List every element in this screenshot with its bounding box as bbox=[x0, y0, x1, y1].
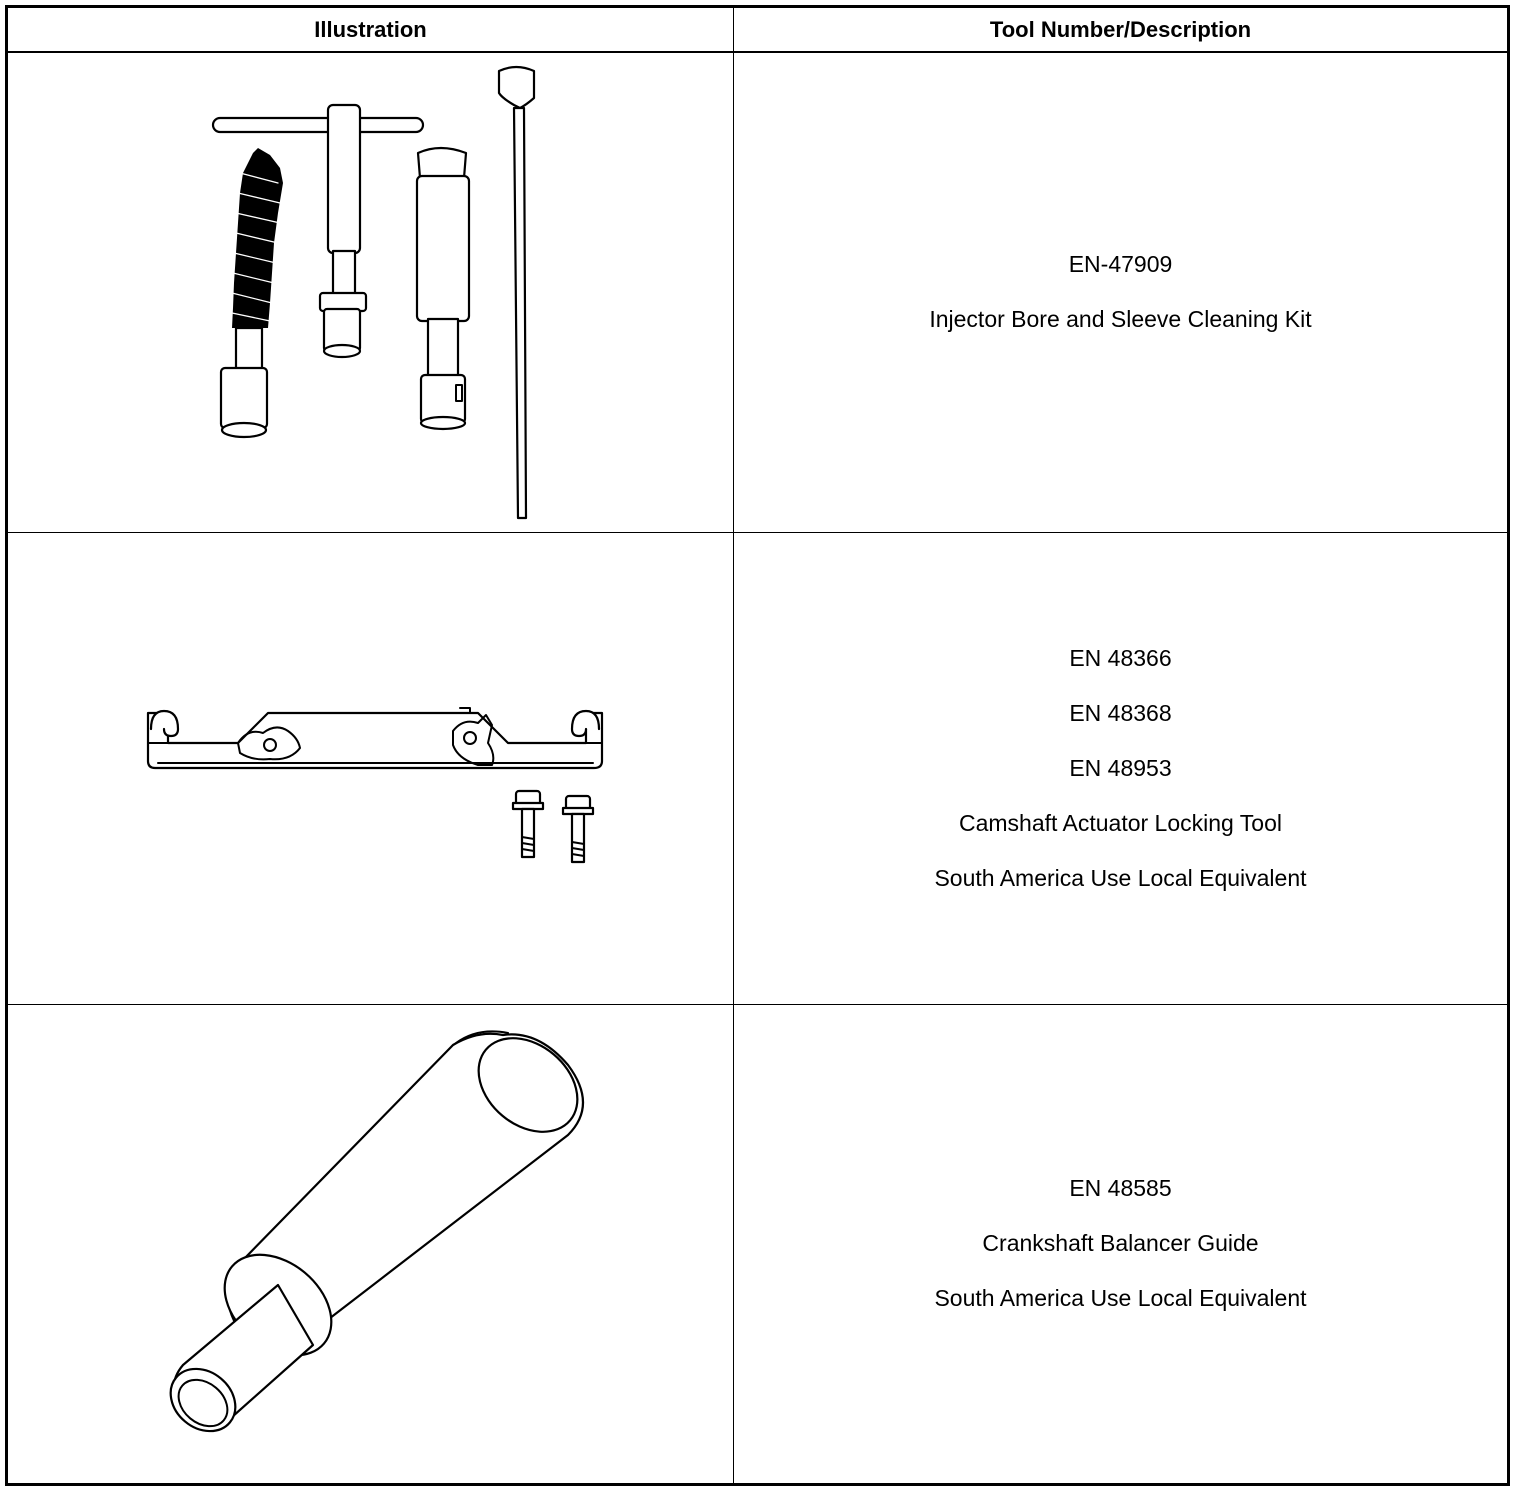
tool-availability-note: South America Use Local Equivalent bbox=[934, 864, 1307, 891]
table-row bbox=[7, 532, 1509, 1004]
tool-description: Injector Bore and Sleeve Cleaning Kit bbox=[929, 306, 1312, 333]
header-tool-number-description: Tool Number/Description bbox=[734, 7, 1509, 53]
table-row bbox=[7, 52, 1509, 532]
description-cell bbox=[734, 532, 1509, 1004]
description-cell bbox=[734, 1004, 1509, 1484]
tool-number: EN-47909 bbox=[1068, 251, 1173, 278]
camshaft-locking-tool-icon bbox=[8, 533, 735, 1003]
header-illustration: Illustration bbox=[7, 7, 734, 53]
long-rod-illustration bbox=[499, 67, 534, 518]
balancer-guide-illustration bbox=[158, 1019, 596, 1444]
tool-availability-note: South America Use Local Equivalent bbox=[934, 1285, 1307, 1311]
special-tools-table bbox=[5, 5, 1510, 1486]
table-row bbox=[7, 1004, 1509, 1484]
bolt-illustration-right bbox=[563, 796, 593, 862]
header-row bbox=[7, 7, 1509, 53]
cleaning-brush-illustration bbox=[221, 148, 283, 437]
illustration-cell bbox=[7, 1004, 734, 1484]
tool-number: EN 48953 bbox=[1069, 754, 1172, 781]
tool-number: EN 48366 bbox=[1069, 644, 1172, 671]
description-cell bbox=[734, 52, 1509, 532]
tool-number: EN 48585 bbox=[1069, 1175, 1172, 1201]
injector-bore-cleaning-kit-icon bbox=[8, 53, 735, 531]
locking-bar-illustration bbox=[148, 708, 602, 768]
illustration-cell bbox=[7, 52, 734, 532]
illustration-cell bbox=[7, 532, 734, 1004]
bolt-illustration-left bbox=[513, 791, 543, 857]
tool-description: Crankshaft Balancer Guide bbox=[982, 1230, 1259, 1256]
tool-number: EN 48368 bbox=[1069, 699, 1172, 726]
tool-description: Camshaft Actuator Locking Tool bbox=[958, 809, 1283, 836]
sleeve-tool-illustration bbox=[417, 148, 469, 429]
crankshaft-balancer-guide-icon bbox=[8, 1005, 735, 1483]
